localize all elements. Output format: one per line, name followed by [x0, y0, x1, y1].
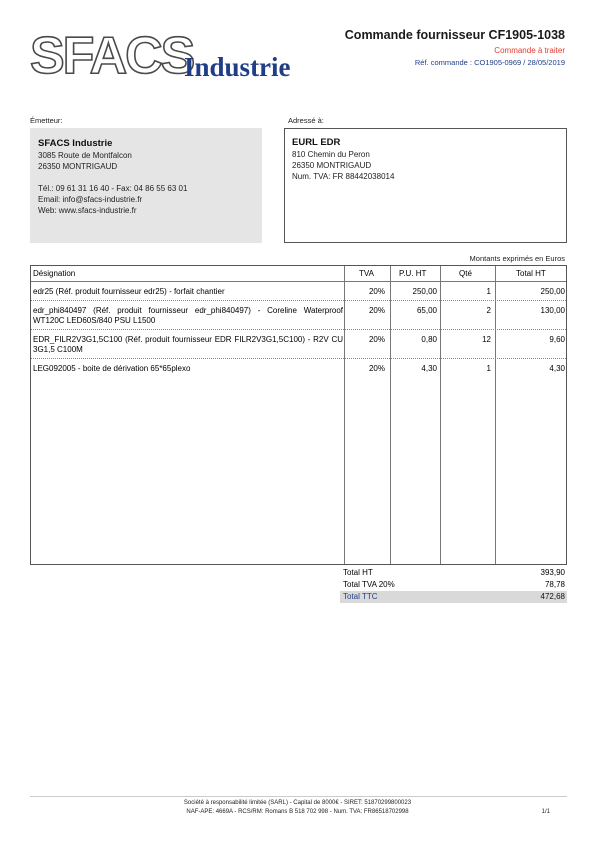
emitter-email: Email: info@sfacs-industrie.fr: [38, 195, 143, 204]
page-number: 1/1: [541, 809, 550, 815]
table-header: [31, 266, 566, 282]
table-row: [31, 282, 566, 301]
row-unit-price: 250,00: [412, 287, 437, 296]
total-tva-value: 78,78: [544, 580, 565, 589]
row-tva: 20%: [368, 335, 385, 344]
header-quantity: Qté: [459, 269, 472, 278]
recipient-address1: 810 Chemin du Peron: [292, 150, 370, 159]
recipient-label: Adressé à:: [288, 116, 324, 125]
header-unit-price: P.U. HT: [399, 269, 427, 278]
totals-block: [340, 567, 567, 603]
row-total: 4,30: [549, 364, 565, 373]
table-row: [31, 359, 566, 378]
recipient-vat: Num. TVA: FR 88442038014: [292, 172, 395, 181]
recipient-address2: 26350 MONTRIGAUD: [292, 161, 372, 170]
emitter-phone-fax: Tél.: 09 61 31 16 40 - Fax: 04 86 55 63 01: [38, 184, 188, 193]
row-total: 9,60: [549, 335, 565, 344]
order-status: Commande à traiter: [494, 46, 565, 55]
table-row: [31, 330, 566, 359]
emitter-box: [30, 128, 262, 243]
currency-note: Montants exprimés en Euros: [469, 254, 565, 263]
emitter-label: Émetteur:: [30, 116, 63, 125]
row-designation: LEG092005 - boite de dérivation 65*65plexo: [33, 364, 191, 373]
total-tva-row: [340, 579, 567, 591]
row-designation: edr25 (Réf. produit fournisseur edr25) - forfait chantier: [33, 287, 225, 296]
row-unit-price: 0,80: [421, 335, 437, 344]
row-quantity: 2: [486, 306, 491, 315]
total-ttc-value: 472,68: [540, 592, 565, 601]
document-title: Commande fournisseur CF1905-1038: [344, 28, 565, 42]
row-quantity: 12: [482, 335, 491, 344]
total-ht-row: [340, 567, 567, 579]
header-designation: Désignation: [33, 269, 76, 278]
row-quantity: 1: [486, 287, 491, 296]
footer-legal-line1: Société à responsabilité limitée (SARL) - Capital de 8000€ - SIRET: 51870299800023: [183, 800, 412, 806]
footer-divider: [30, 796, 567, 797]
row-quantity: 1: [486, 364, 491, 373]
row-unit-price: 65,00: [416, 306, 437, 315]
order-lines-table: [30, 265, 567, 565]
recipient-box: [284, 128, 567, 243]
total-ht-label: Total HT: [343, 568, 373, 577]
row-total: 130,00: [540, 306, 565, 315]
row-designation: EDR_FILR2V3G1,5C100 (Réf. produit fournisseur EDR FILR2V3G1,5C100) - R2V CU 3G1,5 C100M: [33, 335, 343, 354]
emitter-website: Web: www.sfacs-industrie.fr: [38, 206, 137, 215]
header-total: Total HT: [516, 269, 546, 278]
table-row: [31, 301, 566, 330]
row-tva: 20%: [368, 364, 385, 373]
footer-legal-line2: NAF-APE: 4669A - RCS/RM: Romans B 518 702 998 - Num. TVA: FR86518702998: [186, 809, 409, 815]
recipient-name: EURL EDR: [292, 137, 341, 148]
total-tva-label: Total TVA 20%: [343, 580, 395, 589]
row-total: 250,00: [540, 287, 565, 296]
row-tva: 20%: [368, 287, 385, 296]
row-tva: 20%: [368, 306, 385, 315]
row-designation: edr_phi840497 (Réf. produit fournisseur edr_phi840497) - Coreline Waterproof WT120C LED60S/840 PSU L1500: [33, 306, 343, 325]
logo-subtitle: Industrie: [184, 52, 291, 82]
order-reference: Réf. commande : CO1905-0969 / 28/05/2019: [414, 58, 565, 67]
header-tva: TVA: [359, 269, 374, 278]
total-ttc-row: [340, 591, 567, 603]
row-unit-price: 4,30: [421, 364, 437, 373]
logo-wordmark: SFACS: [30, 27, 194, 85]
total-ttc-label: Total TTC: [343, 592, 378, 601]
company-logo: [30, 28, 320, 88]
emitter-name: SFACS Industrie: [38, 138, 113, 149]
emitter-address2: 26350 MONTRIGAUD: [38, 162, 118, 171]
total-ht-value: 393,90: [540, 568, 565, 577]
emitter-address1: 3085 Route de Montfalcon: [38, 151, 132, 160]
